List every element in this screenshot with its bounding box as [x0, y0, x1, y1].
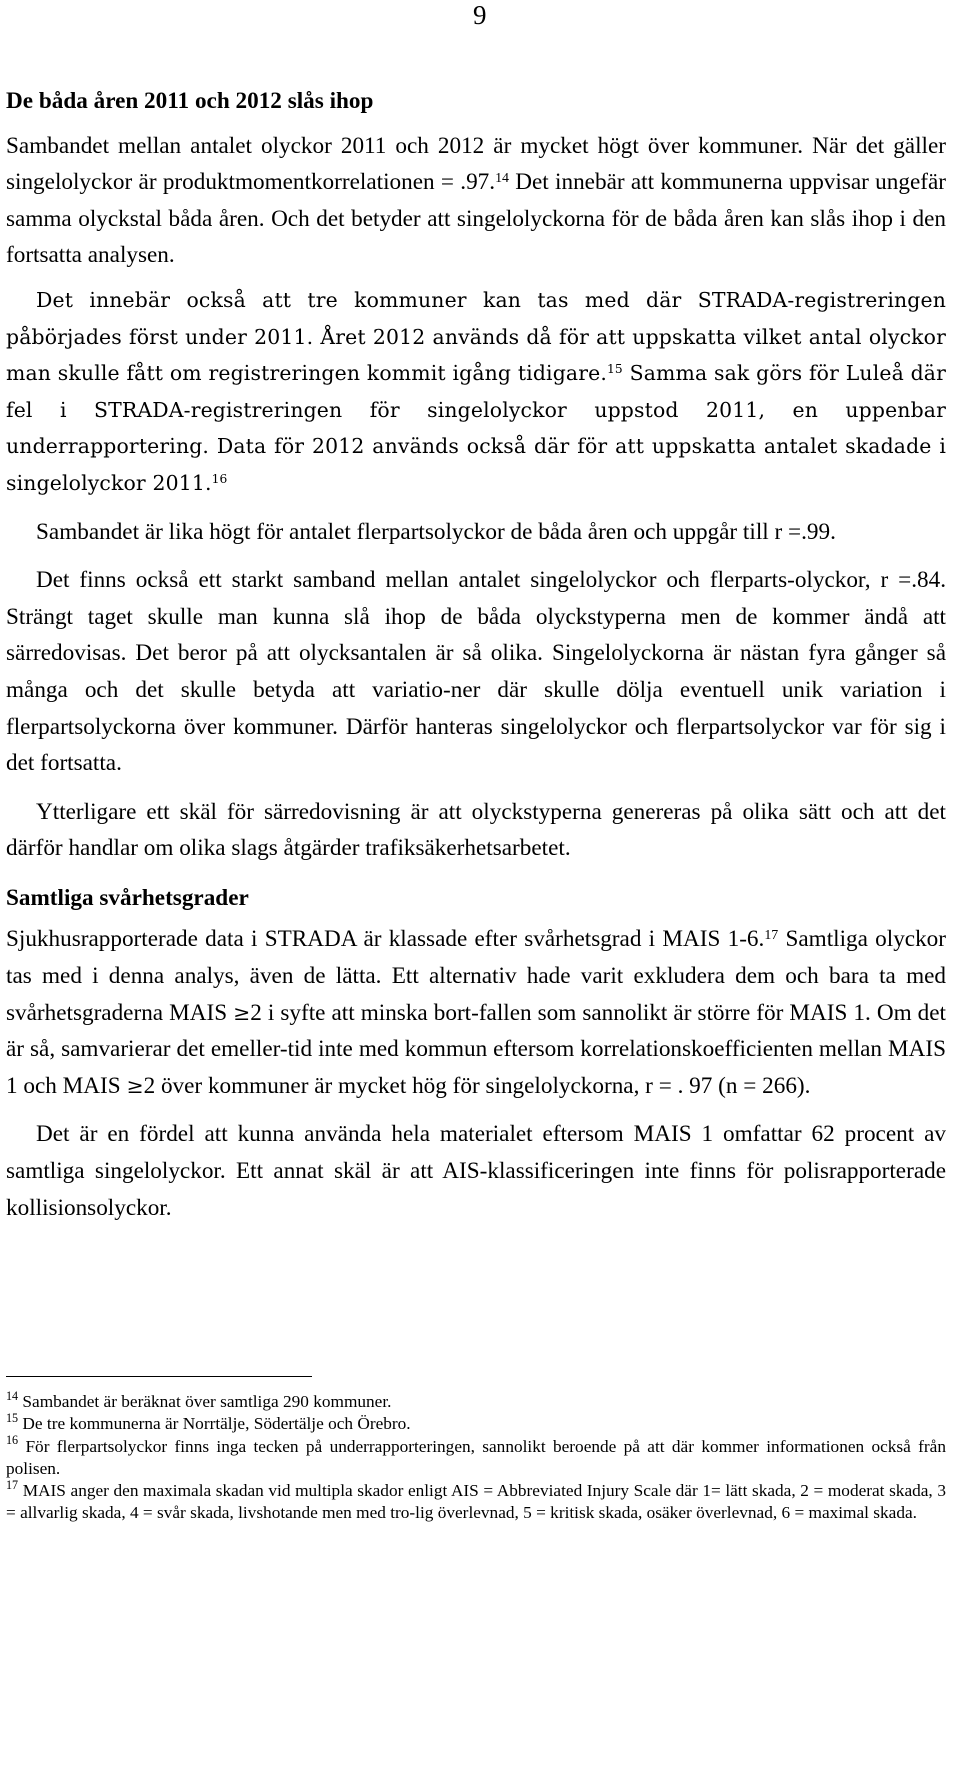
- footnote-number: 14: [6, 1388, 19, 1403]
- paragraph-text: Det innebär också att tre kommuner kan tas med där STRADA-registreringen påbörjades först under 2011. Året 2012 används då för att uppskatta vilket antal olyckor man skulle fått om registreringen kommit igång tidigare.: [6, 287, 946, 386]
- footnote-16: [6, 1433, 946, 1481]
- footnote-number: 15: [6, 1411, 19, 1426]
- paragraph-text: 2 över kommuner är mycket hög för singelolyckorna, r = . 97 (n = 266).: [143, 1072, 811, 1099]
- main-content: [6, 83, 946, 1226]
- footnote-ref-14: 14: [495, 170, 509, 186]
- section-heading-all-severities: Samtliga svårhetsgrader: [6, 884, 249, 911]
- footnote-number: 17: [6, 1477, 19, 1492]
- greater-equal-symbol: ≥: [126, 1073, 144, 1098]
- paragraph-whole-material: Det är en fördel att kunna använda hela materialet eftersom MAIS 1 omfattar 62 procent av samtliga singelolyckor. Ett annat skäl är att AIS-klassificeringen inte finns för polisrapporterade kollisionsolyckor.: [6, 1121, 946, 1221]
- paragraph-multi-party: Sambandet är lika högt för antalet flerpartsolyckor de båda åren och uppgår till r =.99.: [36, 518, 836, 545]
- paragraph-text: Samtliga olyckor tas med i denna analys, även de lätta. Ett alternativ hade varit exkludera dem och bara ta med svårhetsgraderna MAIS: [6, 926, 946, 1026]
- page-number: 9: [473, 0, 487, 30]
- paragraph-separate-reporting: Ytterligare ett skäl för särredovisning är att olyckstyperna genereras på olika sätt och att det därför handlar om olika slags åtgärder trafiksäkerhetsarbetet.: [6, 798, 946, 862]
- paragraph-text: Samma sak görs för Luleå där fel i STRADA-registreringen för singelolyckor uppstod 2011, en uppenbar underrapportering. Data för 2012 används också där för att uppskatta antalet skadade i singelolyckor 2011.: [6, 361, 947, 495]
- greater-equal-symbol: ≥: [233, 1000, 251, 1025]
- paragraph-correlation: [6, 128, 946, 274]
- paragraph-text: Sjukhusrapporterade data i STRADA är klassade efter svårhetsgrad i MAIS 1-6.: [6, 926, 765, 953]
- footnote-15: [6, 1413, 946, 1435]
- footnote-text: För flerpartsolyckor finns inga tecken på underrapporteringen, sannolikt beroende på att där kommer informationen också från polisen.: [6, 1436, 946, 1478]
- footnote-text: De tre kommunerna är Norrtälje, Södertälje och Örebro.: [18, 1414, 411, 1434]
- paragraph-three-municipalities: [6, 282, 946, 502]
- footnote-ref-16: 16: [211, 472, 228, 487]
- paragraph-text: Det innebär att kommunerna uppvisar ungefär samma olyckstal båda åren. Och det betyder att singelolyckorna för de båda åren kan slås ihop i den fortsatta analysen.: [6, 169, 946, 269]
- footnote-divider: [6, 1376, 312, 1377]
- section-heading-combine-years: De båda åren 2011 och 2012 slås ihop: [6, 88, 374, 114]
- footnote-ref-17: 17: [764, 927, 779, 943]
- footnote-ref-15: 15: [606, 362, 623, 377]
- footnote-17: [6, 1477, 946, 1525]
- footnote-text: Sambandet är beräknat över samtliga 290 kommuner.: [18, 1392, 392, 1411]
- footnote-text: MAIS anger den maximala skadan vid multipla skador enligt AIS = Abbreviated Injury Scale där 1= lätt skada, 2 = moderat skada, 3 = allvarlig skada, 4 = svår skada, livshotande men med tro-lig överlevnad, 5 = kritisk skada, osäker överlevnad, 6 = maximal skada.: [6, 1481, 946, 1523]
- footnote-number: 16: [6, 1433, 19, 1448]
- paragraph-strong-relation: Det finns också ett starkt samband mellan antalet singelolyckor och flerparts-olyckor, r =.84. Strängt taget skulle man kunna slå ihop de båda olyckstyperna men de kommer ändå att särredovisas. Det beror på att olycksantalen är så olika. Singelolyckorna är nästan fyra gånger så många och det skulle betyda att variatio-ner där skulle dölja eventuell unik variation i flerpartsolyckorna över kommuner. Därför hanteras singelolyckor och flerpartsolyckor var för sig i det fortsatta.: [6, 567, 946, 777]
- paragraph-mais: [6, 921, 946, 1104]
- footnotes: [6, 1376, 946, 1525]
- paragraph-text: Sambandet mellan antalet olyckor 2011 och 2012 är mycket högt över kommuner. När det gäller singelolyckor är produktmomentkorrelationen = .97.: [6, 132, 946, 196]
- paragraph-text: 2 i syfte att minska bort-fallen som sannolikt är större för MAIS 1. Om det är så, samvarierar det emeller-tid inte med kommun eftersom korrelationskoefficienten mellan MAIS 1 och MAIS: [6, 999, 946, 1099]
- footnote-14: [6, 1388, 946, 1413]
